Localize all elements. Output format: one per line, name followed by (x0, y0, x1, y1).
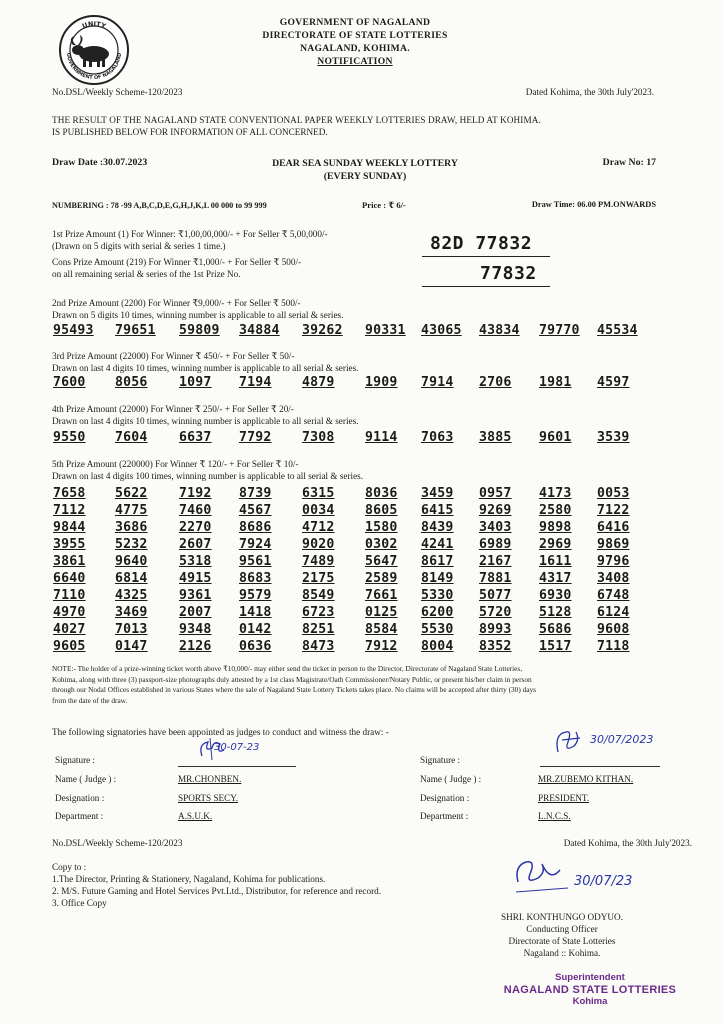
fifth-prize-number-10: 7118 (597, 639, 630, 654)
fifth-prize-number-10: 9796 (597, 554, 630, 569)
fifth-prize-number-6: 0302 (365, 537, 398, 552)
judge-left-department: A.S.U.K. (178, 811, 213, 821)
stamp-line-3: Kohima (572, 996, 608, 1007)
officer-department: Directorate of State Lotteries (508, 936, 616, 946)
fifth-prize-number-10: 6416 (597, 520, 630, 535)
second-prize-number-5: 39262 (302, 323, 343, 338)
third-prize-number-3: 1097 (179, 375, 212, 390)
judge-right-name: MR.ZUBEMO KITHAN. (538, 774, 634, 784)
officer-signature (508, 852, 578, 902)
fifth-prize-number-4: 4567 (239, 503, 272, 518)
first-prize-number: 82D 77832 (430, 233, 533, 254)
fourth-prize-number-10: 3539 (597, 430, 630, 445)
fifth-prize-number-2: 0147 (115, 639, 148, 654)
fifth-prize-number-8: 2167 (479, 554, 512, 569)
third-prize-number-1: 7600 (53, 375, 86, 390)
lottery-frequency: (EVERY SUNDAY) (323, 171, 407, 182)
fifth-prize-number-7: 8439 (421, 520, 454, 535)
fourth-prize-number-3: 6637 (179, 430, 212, 445)
fifth-prize-number-2: 9640 (115, 554, 148, 569)
fourth-prize-desc (52, 403, 358, 427)
judge-left-sign-date: 30-07-23 (214, 742, 260, 753)
fifth-prize-number-1: 7110 (53, 588, 86, 603)
fifth-prize-number-3: 2607 (179, 537, 212, 552)
fifth-prize-row-7 (53, 588, 673, 604)
judge-right-designation: PRESIDENT. (538, 793, 590, 803)
fifth-prize-numbers (0, 486, 724, 656)
first-prize-line-1: 1st Prize Amount (1) For Winner: ₹1,00,00,000/- + For Seller ₹ 5,00,000/- (52, 229, 328, 239)
judge-left-designation-label: Designation : (55, 793, 105, 803)
government-title: GOVERNMENT OF NAGALAND (279, 17, 431, 28)
fifth-prize-number-10: 6748 (597, 588, 630, 603)
officer-title: Conducting Officer (526, 924, 598, 934)
note-line-3: through our Nodal Offices established in various States where the sale of Nagaland State Lottery Tickets takes place. No claims will be accepted after thirty (30) days (52, 685, 536, 694)
draw-number: Draw No: 17 (602, 157, 656, 168)
fifth-prize-number-7: 8004 (421, 639, 454, 654)
third-prize-number-7: 7914 (421, 375, 454, 390)
judges-intro: The following signatories have been appointed as judges to conduct and witness the draw: - (52, 727, 389, 737)
stamp-line-1: Superintendent (555, 972, 625, 983)
fifth-prize-number-4: 0142 (239, 622, 272, 637)
fourth-prize-number-4: 7792 (239, 430, 272, 445)
third-prize-number-6: 1909 (365, 375, 398, 390)
fifth-prize-number-4: 7924 (239, 537, 272, 552)
second-prize-number-1: 95493 (53, 323, 94, 338)
fifth-prize-number-4: 8739 (239, 486, 272, 501)
judge-left-name: MR.CHONBEN. (178, 774, 242, 784)
fifth-prize-number-10: 3408 (597, 571, 630, 586)
judge-right-department: L.N.C.S. (538, 811, 571, 821)
second-prize-number-7: 43065 (421, 323, 462, 338)
third-prize-number-5: 4879 (302, 375, 335, 390)
fifth-prize-number-2: 5622 (115, 486, 148, 501)
judge-left-signature-line (178, 766, 296, 767)
fifth-prize-number-1: 6640 (53, 571, 86, 586)
fifth-prize-number-5: 7489 (302, 554, 335, 569)
fifth-prize-number-2: 3686 (115, 520, 148, 535)
fifth-prize-number-2: 4775 (115, 503, 148, 518)
fifth-prize-number-9: 6930 (539, 588, 572, 603)
fourth-prize-numbers (53, 430, 673, 446)
fifth-prize-number-4: 8686 (239, 520, 272, 535)
judge-left-department-label: Department : (55, 811, 104, 821)
fifth-prize-number-2: 4325 (115, 588, 148, 603)
copy-item-3: 3. Office Copy (52, 898, 107, 908)
fifth-prize-number-3: 5318 (179, 554, 212, 569)
fifth-prize-number-7: 8617 (421, 554, 454, 569)
stamp-line-2: NAGALAND STATE LOTTERIES (503, 984, 677, 996)
third-prize-number-9: 1981 (539, 375, 572, 390)
copy-to-list (52, 873, 381, 909)
first-prize-rule (422, 256, 550, 257)
copy-item-1: 1.The Director, Printing & Stationery, Nagaland, Kohima for publications. (52, 874, 326, 884)
fifth-prize-number-8: 8993 (479, 622, 512, 637)
fifth-prize-number-7: 3459 (421, 486, 454, 501)
fifth-prize-row-10 (53, 639, 673, 655)
fourth-prize-number-9: 9601 (539, 430, 572, 445)
fifth-prize-number-8: 6989 (479, 537, 512, 552)
fifth-prize-number-8: 0957 (479, 486, 512, 501)
second-prize-number-8: 43834 (479, 323, 520, 338)
fifth-prize-number-1: 7658 (53, 486, 86, 501)
second-prize-number-6: 90331 (365, 323, 406, 338)
judge-left-name-label: Name ( Judge ) : (55, 774, 117, 784)
fourth-prize-number-6: 9114 (365, 430, 398, 445)
officer-place: Nagaland :: Kohima. (523, 948, 601, 958)
fifth-prize-number-7: 5530 (421, 622, 454, 637)
footer-reference-number: No.DSL/Weekly Scheme-120/2023 (52, 838, 183, 848)
fifth-prize-number-1: 9605 (53, 639, 86, 654)
fifth-prize-number-4: 8683 (239, 571, 272, 586)
second-prize-number-10: 45534 (597, 323, 638, 338)
fifth-prize-number-7: 5330 (421, 588, 454, 603)
fifth-prize-number-6: 7661 (365, 588, 398, 603)
third-prize-number-10: 4597 (597, 375, 630, 390)
fifth-prize-row-8 (53, 605, 673, 621)
fifth-prize-number-4: 9579 (239, 588, 272, 603)
lottery-name: DEAR SEA SUNDAY WEEKLY LOTTERY (272, 158, 458, 169)
first-prize-line-2: (Drawn on 5 digits with serial & series 1 time.) (52, 241, 226, 251)
official-stamp (490, 972, 690, 1008)
fifth-prize-number-6: 8036 (365, 486, 398, 501)
fifth-prize-number-6: 8605 (365, 503, 398, 518)
fifth-prize-number-9: 9898 (539, 520, 572, 535)
fifth-prize-number-4: 1418 (239, 605, 272, 620)
second-prize-number-3: 59809 (179, 323, 220, 338)
second-prize-numbers (53, 323, 673, 339)
fifth-prize-row-2 (53, 503, 673, 519)
fifth-prize-number-9: 2580 (539, 503, 572, 518)
fifth-prize-desc (52, 458, 363, 482)
first-prize-desc (52, 228, 328, 252)
fifth-prize-number-5: 8251 (302, 622, 335, 637)
note-line-1: NOTE:- The holder of a prize-winning ticket worth above ₹10,000/- may either send the ticket in person to the Director, Directorate of Nagaland State Lotteries, (52, 664, 523, 673)
fifth-prize-number-10: 9608 (597, 622, 630, 637)
fifth-prize-number-5: 8549 (302, 588, 335, 603)
fifth-prize-number-3: 9348 (179, 622, 212, 637)
second-prize-line-1: 2nd Prize Amount (2200) For Winner ₹9,000/- + For Seller ₹ 500/- (52, 298, 301, 308)
fifth-prize-number-2: 7013 (115, 622, 148, 637)
lottery-title-block (230, 157, 500, 183)
fourth-prize-line-1: 4th Prize Amount (22000) For Winner ₹ 250/- + For Seller ₹ 20/- (52, 404, 294, 414)
fourth-prize-number-2: 7604 (115, 430, 148, 445)
fifth-prize-number-6: 1580 (365, 520, 398, 535)
second-prize-line-2: Drawn on 5 digits 10 times, winning number is applicable to all serial & series. (52, 310, 344, 320)
place-title: NAGALAND, KOHIMA. (300, 43, 410, 54)
judge-right-name-label: Name ( Judge ) : (420, 774, 482, 784)
fifth-prize-number-5: 4712 (302, 520, 335, 535)
fifth-prize-number-9: 2969 (539, 537, 572, 552)
fifth-prize-number-9: 5128 (539, 605, 572, 620)
fifth-prize-number-10: 7122 (597, 503, 630, 518)
second-prize-number-9: 79770 (539, 323, 580, 338)
judge-right-designation-label: Designation : (420, 793, 470, 803)
intro-line-1: THE RESULT OF THE NAGALAND STATE CONVENTIONAL PAPER WEEKLY LOTTERIES DRAW, HELD AT KOHIMA. (52, 115, 541, 125)
fifth-prize-number-6: 2589 (365, 571, 398, 586)
second-prize-number-4: 34884 (239, 323, 280, 338)
judge-right-signature-label: Signature : (420, 755, 461, 765)
dated-line: Dated Kohima, the 30th July'2023. (525, 87, 654, 97)
fifth-prize-number-9: 4173 (539, 486, 572, 501)
fifth-prize-number-8: 9269 (479, 503, 512, 518)
seal-top-text: UNITY (81, 19, 108, 31)
fifth-prize-number-4: 0636 (239, 639, 272, 654)
judge-right-sign-date: 30/07/2023 (590, 733, 654, 746)
third-prize-number-2: 8056 (115, 375, 148, 390)
fifth-prize-number-10: 0053 (597, 486, 630, 501)
fifth-prize-number-8: 8352 (479, 639, 512, 654)
fifth-prize-number-9: 1611 (539, 554, 572, 569)
fifth-prize-number-4: 9561 (239, 554, 272, 569)
third-prize-number-8: 2706 (479, 375, 512, 390)
reference-number: No.DSL/Weekly Scheme-120/2023 (52, 87, 183, 97)
fifth-prize-number-8: 5077 (479, 588, 512, 603)
fifth-prize-number-7: 6415 (421, 503, 454, 518)
footer-dated-line: Dated Kohima, the 30th July'2023. (563, 838, 692, 848)
fifth-prize-number-9: 5686 (539, 622, 572, 637)
officer-sign-date: 30/07/23 (574, 874, 633, 889)
officer-name: SHRI. KONTHUNGO ODYUO. (501, 912, 623, 922)
fifth-prize-number-5: 2175 (302, 571, 335, 586)
fifth-prize-number-6: 5647 (365, 554, 398, 569)
notification-title: NOTIFICATION (317, 56, 393, 67)
ticket-price: Price : ₹ 6/- (362, 200, 406, 210)
fifth-prize-row-4 (53, 537, 673, 553)
fifth-prize-number-1: 3861 (53, 554, 86, 569)
fifth-prize-number-2: 3469 (115, 605, 148, 620)
seal-bottom-text: GOVERNMENT OF NAGALAND (64, 52, 124, 82)
fifth-prize-number-6: 8584 (365, 622, 398, 637)
cons-prize-line-1: Cons Prize Amount (219) For Winner ₹1,000/- + For Seller ₹ 500/- (52, 257, 302, 267)
fifth-prize-number-3: 9361 (179, 588, 212, 603)
fifth-prize-number-7: 6200 (421, 605, 454, 620)
note-block (52, 664, 682, 706)
third-prize-line-2: Drawn on last 4 digits 10 times, winning number is applicable to all serial & series. (52, 363, 359, 373)
government-seal (58, 14, 130, 86)
fourth-prize-number-5: 7308 (302, 430, 335, 445)
fifth-prize-number-1: 4027 (53, 622, 86, 637)
draw-date: Draw Date :30.07.2023 (52, 157, 148, 168)
third-prize-numbers (53, 375, 673, 391)
fifth-prize-number-7: 4241 (421, 537, 454, 552)
second-prize-desc (52, 297, 343, 321)
fifth-prize-number-10: 9869 (597, 537, 630, 552)
draw-time: Draw Time: 06.00 PM.ONWARDS (531, 200, 656, 209)
fifth-prize-line-2: Drawn on last 4 digits 100 times, winning number is applicable to all serial & series. (52, 471, 364, 481)
fifth-prize-row-9 (53, 622, 673, 638)
cons-prize-rule (422, 286, 550, 287)
fifth-prize-number-3: 2126 (179, 639, 212, 654)
fifth-prize-number-2: 6814 (115, 571, 148, 586)
fifth-prize-number-9: 1517 (539, 639, 572, 654)
fourth-prize-number-7: 7063 (421, 430, 454, 445)
fifth-prize-number-1: 4970 (53, 605, 86, 620)
fourth-prize-number-1: 9550 (53, 430, 86, 445)
third-prize-desc (52, 350, 358, 374)
judge-left-designation: SPORTS SECY. (178, 793, 239, 803)
judge-right-signature-line (540, 766, 660, 767)
fifth-prize-number-5: 6723 (302, 605, 335, 620)
copy-item-2: 2. M/S. Future Gaming and Hotel Services Pvt.Ltd., Distributor, for reference and record. (52, 886, 382, 896)
fifth-prize-number-5: 8473 (302, 639, 335, 654)
fifth-prize-row-6 (53, 571, 673, 587)
directorate-title: DIRECTORATE OF STATE LOTTERIES (262, 30, 448, 41)
fifth-prize-number-5: 6315 (302, 486, 335, 501)
fifth-prize-number-3: 2270 (179, 520, 212, 535)
cons-prize-desc (52, 256, 301, 280)
fifth-prize-number-10: 6124 (597, 605, 630, 620)
numbering-info: NUMBERING : 78 -99 A,B,C,D,E,G,H,J,K,L 00 000 to 99 999 (52, 201, 267, 210)
judge-right-department-label: Department : (420, 811, 469, 821)
intro-line-2: IS PUBLISHED BELOW FOR INFORMATION OF ALL CONCERNED. (52, 127, 328, 137)
fifth-prize-line-1: 5th Prize Amount (220000) For Winner ₹ 120/- + For Seller ₹ 10/- (52, 459, 299, 469)
cons-prize-number: 77832 (480, 263, 537, 284)
fifth-prize-row-3 (53, 520, 673, 536)
fifth-prize-number-6: 7912 (365, 639, 398, 654)
header-block (200, 16, 510, 68)
fifth-prize-number-9: 4317 (539, 571, 572, 586)
fifth-prize-number-2: 5232 (115, 537, 148, 552)
fifth-prize-number-3: 7460 (179, 503, 212, 518)
judge-left-signature-label: Signature : (55, 755, 96, 765)
fifth-prize-number-3: 4915 (179, 571, 212, 586)
fifth-prize-number-5: 9020 (302, 537, 335, 552)
fifth-prize-number-5: 0034 (302, 503, 335, 518)
fifth-prize-number-8: 7881 (479, 571, 512, 586)
third-prize-line-1: 3rd Prize Amount (22000) For Winner ₹ 450/- + For Seller ₹ 50/- (52, 351, 295, 361)
fourth-prize-number-8: 3885 (479, 430, 512, 445)
fifth-prize-number-3: 7192 (179, 486, 212, 501)
fifth-prize-number-1: 7112 (53, 503, 86, 518)
fifth-prize-number-8: 3403 (479, 520, 512, 535)
fifth-prize-row-5 (53, 554, 673, 570)
second-prize-number-2: 79651 (115, 323, 156, 338)
fifth-prize-number-3: 2007 (179, 605, 212, 620)
copy-to-label: Copy to : (52, 862, 87, 872)
fifth-prize-number-8: 5720 (479, 605, 512, 620)
fifth-prize-number-7: 8149 (421, 571, 454, 586)
cons-prize-line-2: on all remaining serial & series of the 1st Prize No. (52, 269, 241, 279)
fifth-prize-row-1 (53, 486, 673, 502)
note-line-4: from the date of the draw. (52, 695, 128, 705)
note-line-2: Kohima, along with three (3) passport-size photographs duly attested by a 1st class Magistrate/Oath Commissioner/Notary Public, or present his/her claim in person (52, 674, 532, 684)
officer-block (482, 911, 642, 959)
fourth-prize-line-2: Drawn on last 4 digits 10 times, winning number is applicable to all serial & series. (52, 416, 359, 426)
third-prize-number-4: 7194 (239, 375, 272, 390)
fifth-prize-number-6: 0125 (365, 605, 398, 620)
fifth-prize-number-1: 9844 (53, 520, 86, 535)
fifth-prize-number-1: 3955 (53, 537, 86, 552)
